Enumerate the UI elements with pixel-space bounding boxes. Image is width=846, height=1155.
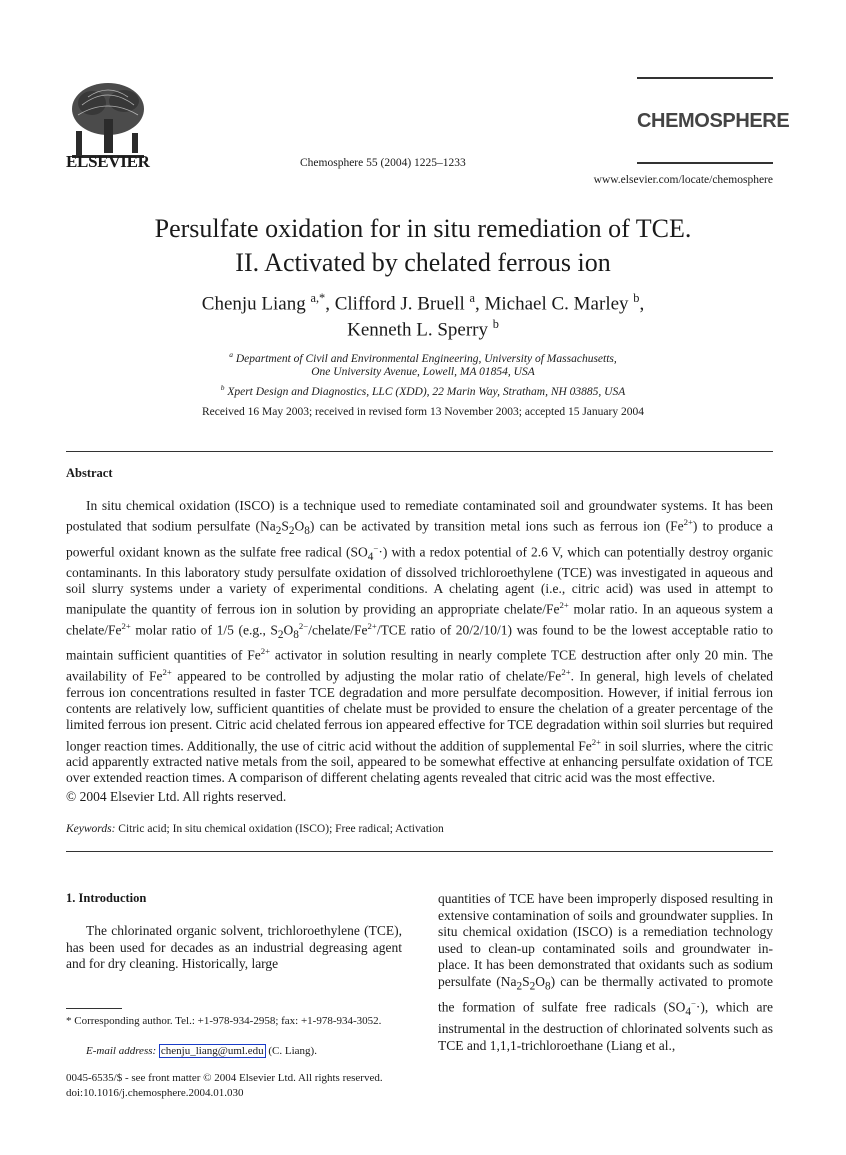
divider-bottom <box>66 851 773 852</box>
introduction-right-column: quantities of TCE have been improperly disposed resulting in extensive contamination of soils and groundwater supplies. In situ chemical oxidation (ISCO) is a remediation technology used to clean-up contaminated soils and groundwater in-place. It has been demonstrated that oxidants such as sodium persulfate $(Na_2S_2O_8)$ can be thermally activated to promote the formation of sulfate free radicals $(SO_4^-\cdot)$, which are instrumental in the destruction of chlorinated solvents such as TCE and 1,1,1-trichloroethane (Liang et al., <box>438 891 773 1053</box>
abstract-heading: Abstract <box>66 466 113 480</box>
doi-link[interactable]: doi:10.1016/j.chemosphere.2004.01.030 <box>66 1087 244 1099</box>
article-title-line-1: Persulfate oxidation for in situ remediation of TCE. <box>154 214 692 243</box>
footnote-rule <box>66 1008 122 1009</box>
email-suffix: (C. Liang). <box>265 1045 317 1057</box>
journal-reference: Chemosphere 55 (2004) 1225–1233 <box>300 157 466 169</box>
article-title-line-2: II. Activated by chelated ferrous ion <box>235 248 611 277</box>
received-dates: Received 16 May 2003; received in revised form 13 November 2003; accepted 15 January 2004 <box>202 406 644 418</box>
journal-name: CHEMOSPHERE <box>637 110 790 132</box>
journal-url-link[interactable]: www.elsevier.com/locate/chemosphere <box>593 174 773 186</box>
publisher-name: ELSEVIER <box>66 152 150 171</box>
authors-line-2: Kenneth L. Sperry $^b$ <box>347 317 499 341</box>
email-label: E-mail address: <box>86 1045 159 1057</box>
affiliation-a-line-2: One University Avenue, Lowell, MA 01854, USA <box>311 366 535 378</box>
introduction-heading: 1. Introduction <box>66 891 147 905</box>
email-link[interactable]: chenju_liang@uml.edu <box>160 1045 264 1057</box>
introduction-left-column: The chlorinated organic solvent, trichloroethylene (TCE), has been used for decades as an industrial degreasing agent and for dry cleaning. Historically, large <box>66 923 402 972</box>
email-footnote <box>86 1045 317 1057</box>
affiliation-a-line-1: $^a$ Department of Civil and Environmental Engineering, University of Massachusetts, <box>229 350 617 365</box>
copyright-notice: © 2004 Elsevier Ltd. All rights reserved. <box>66 789 287 804</box>
abstract-body: In situ chemical oxidation (ISCO) is a technique used to remediate contaminated soil and groundwater systems. It has been postulated that sodium persulfate $(Na_2S_2O_8)$ can be activated by transition metal ions such as ferrous ion $(Fe^{2+})$ to produce a powerful oxidant known as the sulfate free radical $(SO_4^-\cdot)$ with a redox potential of 2.6 V, which can potentially destroy organic contaminants. In this laboratory study persulfate oxidation of dissolved trichloroethylene (TCE) was investigated in aqueous and soil slurry systems under a variety of experimental conditions. A chelating agent (i.e., citric acid) was used in attempt to manipulate the quantity of ferrous ion in solution by providing an appropriate chelate/$Fe^{2+}$ molar ratio. In an aqueous system a chelate/$Fe^{2+}$ molar ratio of 1/5 (e.g., $S_2O_8^{2-}/chelate/Fe^{2+}$/TCE ratio of 20/2/10/1) was found to be the lowest acceptable ratio to maintain sufficient quantities of $Fe^{2+}$ activator in solution resulting in nearly complete TCE destruction after only 20 min. The availability of $Fe^{2+}$ appeared to be controlled by adjusting the molar ratio of chelate/$Fe^{2+}$. In general, high levels of chelated ferrous ion concentrations resulted in faster TCE degradation and more persulfate decomposition. However, if initial ferrous ion contents are relatively low, sufficient quantities of chelate must be provided to ensure the chelation of a greater percentage of the limited ferrous ion present. Citric acid chelated ferrous ion appeared effective for TCE degradation within soil slurries but required longer reaction times. Additionally, the use of citric acid without the addition of supplemental $Fe^{2+}$ in soil slurries, where the citric acid apparently extracted native metals from the soil, appeared to be somewhat effective at enhancing persulfate oxidation of TCE over extended reaction times. A comparison of different chelating agents revealed that citric acid was the most effective. <box>66 498 774 786</box>
keywords <box>66 823 444 835</box>
affiliation-b: $^b$ Xpert Design and Diagnostics, LLC (XDD), 22 Marin Way, Stratham, NH 03885, USA <box>220 383 626 398</box>
journal-rule-bottom <box>637 162 773 164</box>
keywords-label: Keywords: <box>66 823 116 835</box>
divider-top <box>66 451 773 452</box>
keywords-text: Citric acid; In situ chemical oxidation (ISCO); Free radical; Activation <box>115 823 444 835</box>
authors-line-1: Chenju Liang $^{a,*}$, Clifford J. Bruell $^a$, Michael C. Marley $^b$, <box>201 291 645 315</box>
corresponding-author-footnote: * Corresponding author. Tel.: +1-978-934-2958; fax: +1-978-934-3052. <box>66 1015 382 1027</box>
issn-line: 0045-6535/$ - see front matter © 2004 Elsevier Ltd. All rights reserved. <box>66 1072 383 1084</box>
journal-rule-top <box>637 77 773 79</box>
